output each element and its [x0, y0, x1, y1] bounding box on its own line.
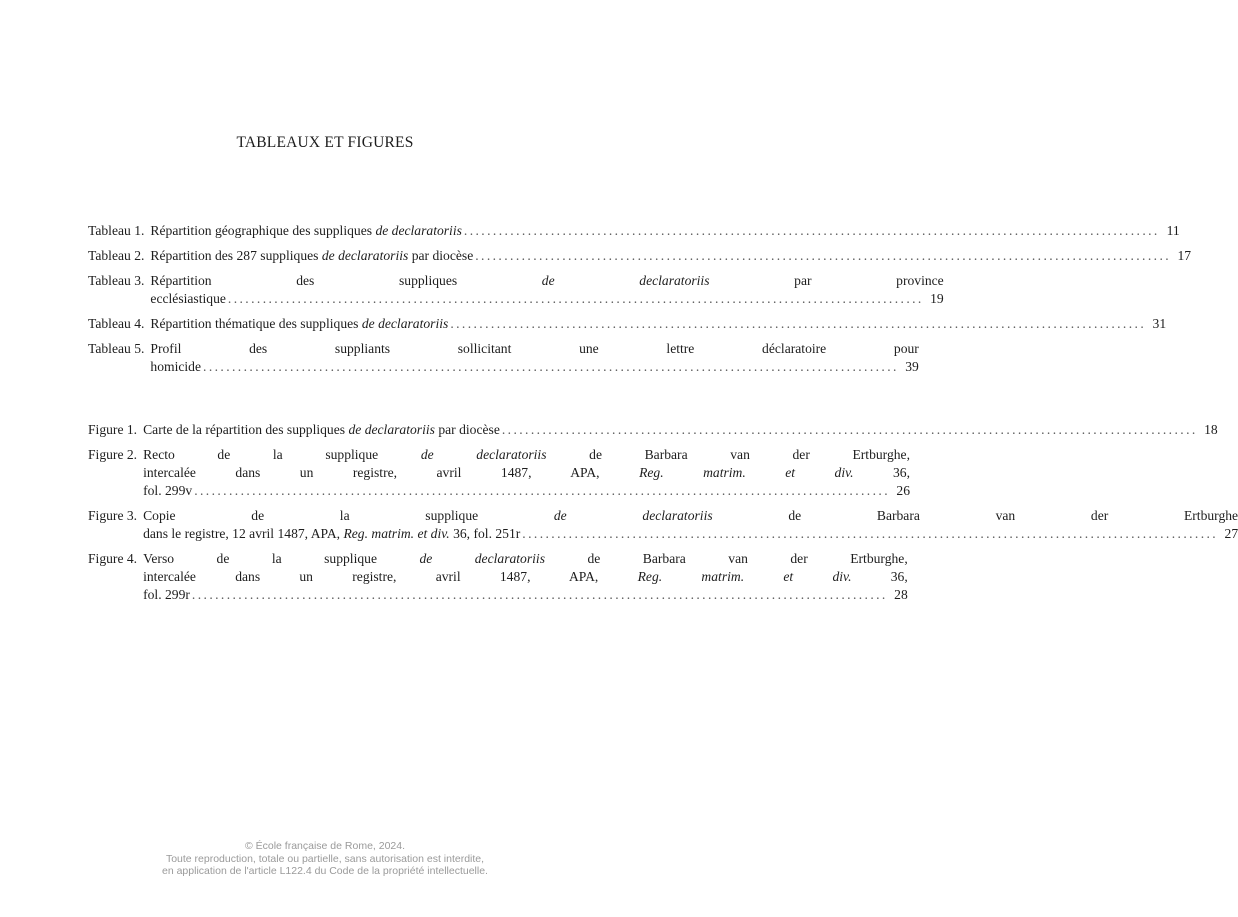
caption-text: fol. 299r [143, 587, 190, 602]
dot-leader: ........................................................................................................................ [191, 587, 888, 602]
reproduction-notice-line: Toute reproduction, totale ou partielle, sans autorisation est interdite, [165, 852, 485, 865]
table-entry[interactable] [88, 340, 919, 376]
dot-leader: ........................................................................................................................ [475, 248, 1172, 263]
caption-line [143, 568, 908, 586]
caption-line [143, 446, 910, 464]
caption-text: 36, [851, 569, 908, 584]
caption-text: intercalée dans un registre, avril 1487, APA, [143, 569, 638, 584]
legal-reference-line: en application de l'article L122.4 du Code de la propriété intellectuelle. [162, 865, 488, 877]
page-number: 31 [1152, 316, 1167, 331]
table-caption [150, 315, 1166, 333]
caption-line [143, 507, 1238, 525]
caption-text: intercalée dans un registre, avril 1487, APA, [143, 465, 640, 480]
caption-text: de Barbara van der Ertburghe, [545, 551, 908, 566]
table-entry[interactable] [88, 315, 1167, 333]
figure-entry[interactable] [88, 550, 908, 604]
caption-italic: de declaratoriis [420, 447, 547, 462]
figure-label: Figure 1. [88, 422, 138, 437]
page-number: 17 [1177, 248, 1192, 263]
table-label: Tableau 2. [88, 248, 145, 263]
caption-line [150, 358, 201, 376]
caption-text: homicide [150, 359, 202, 374]
caption-italic: de declaratoriis [541, 273, 710, 288]
caption-text: Carte de la répartition des suppliques [143, 422, 349, 437]
figure-label: Figure 2. [88, 447, 138, 462]
copyright-footer [0, 840, 650, 878]
figure-entry[interactable] [88, 507, 1238, 543]
table-entry[interactable] [88, 247, 1192, 265]
table-entry[interactable] [88, 272, 944, 308]
caption-text: par diocèse [434, 422, 500, 437]
table-label: Tableau 4. [88, 316, 145, 331]
table-caption [150, 272, 943, 308]
table-label: Tableau 1. [88, 223, 145, 238]
dot-leader: ........................................................................................................................ [463, 223, 1160, 238]
caption-italic: Reg. matrim. et div. [639, 465, 854, 480]
caption-text: dans le registre, 12 avril 1487, APA, [143, 526, 344, 541]
caption-italic: de declaratoriis [553, 508, 713, 523]
table-caption [150, 222, 1179, 240]
caption-line [143, 550, 908, 568]
caption-text: Répartition géographique des suppliques [150, 223, 376, 238]
caption-text: de Barbara van der Ertburghe, [546, 447, 910, 462]
dot-leader: ........................................................................................................................ [227, 291, 924, 306]
caption-italic: de declaratoriis [348, 422, 435, 437]
caption-line [143, 464, 910, 482]
figure-label: Figure 3. [88, 508, 138, 523]
caption-line [150, 340, 918, 358]
caption-text: Copie de la supplique [143, 508, 554, 523]
page-number: 27 [1224, 526, 1238, 541]
caption-text: ecclésiastique [150, 291, 226, 306]
figure-caption [143, 446, 910, 500]
dot-leader: ........................................................................................................................ [522, 526, 1219, 541]
page-number: 11 [1166, 223, 1180, 238]
caption-line [143, 586, 190, 604]
page-number: 28 [894, 587, 908, 602]
figure-caption [143, 507, 1238, 543]
table-entry[interactable] [88, 222, 1180, 240]
tables-list [88, 222, 1192, 383]
caption-text: fol. 299v [143, 483, 193, 498]
dot-leader: ........................................................................................................................ [194, 483, 890, 498]
caption-italic: Reg. matrim. et div. [343, 526, 450, 541]
table-caption [150, 247, 1191, 265]
caption-line [150, 247, 473, 265]
caption-line [150, 272, 943, 290]
caption-text: 36, fol. 251r [449, 526, 521, 541]
caption-text: Verso de la supplique [143, 551, 420, 566]
figure-caption [143, 421, 1218, 439]
page-number: 18 [1204, 422, 1218, 437]
caption-text: Répartition des suppliques [150, 273, 542, 288]
caption-line [150, 315, 448, 333]
table-caption [150, 340, 918, 376]
figure-entry[interactable] [88, 446, 911, 500]
dot-leader: ........................................................................................................................ [450, 316, 1147, 331]
caption-italic: Reg. matrim. et div. [637, 569, 852, 584]
caption-text: Répartition thématique des suppliques [150, 316, 362, 331]
caption-line [150, 290, 225, 308]
caption-text: par diocèse [408, 248, 474, 263]
figure-label: Figure 4. [88, 551, 138, 566]
caption-line [143, 482, 192, 500]
figure-caption [143, 550, 908, 604]
caption-text: par province [709, 273, 944, 288]
caption-text: Recto de la supplique [143, 447, 421, 462]
dot-leader: ........................................................................................................................ [203, 359, 899, 374]
caption-italic: de declaratoriis [375, 223, 462, 238]
caption-line [143, 421, 500, 439]
table-label: Tableau 3. [88, 273, 145, 288]
caption-text: Profil des suppliants sollicitant une lettre déclaratoire pour [150, 341, 919, 356]
page-number: 26 [896, 483, 910, 498]
page-number: 19 [930, 291, 944, 306]
page-title: TABLEAUX ET FIGURES [236, 134, 414, 151]
caption-line [143, 525, 520, 543]
dot-leader: ........................................................................................................................ [501, 422, 1198, 437]
caption-line [150, 222, 461, 240]
page-number: 39 [905, 359, 919, 374]
caption-text: 36, [853, 465, 911, 480]
copyright-line: © École française de Rome, 2024. [244, 840, 406, 852]
table-label: Tableau 5. [88, 341, 145, 356]
caption-text: Répartition des 287 suppliques [150, 248, 322, 263]
figure-entry[interactable] [88, 421, 1218, 439]
caption-text: de Barbara van der Ertburghe [712, 508, 1238, 523]
caption-italic: de declaratoriis [419, 551, 545, 566]
caption-italic: de declaratoriis [361, 316, 449, 331]
caption-italic: de declaratoriis [321, 248, 409, 263]
figures-list [88, 421, 1238, 611]
